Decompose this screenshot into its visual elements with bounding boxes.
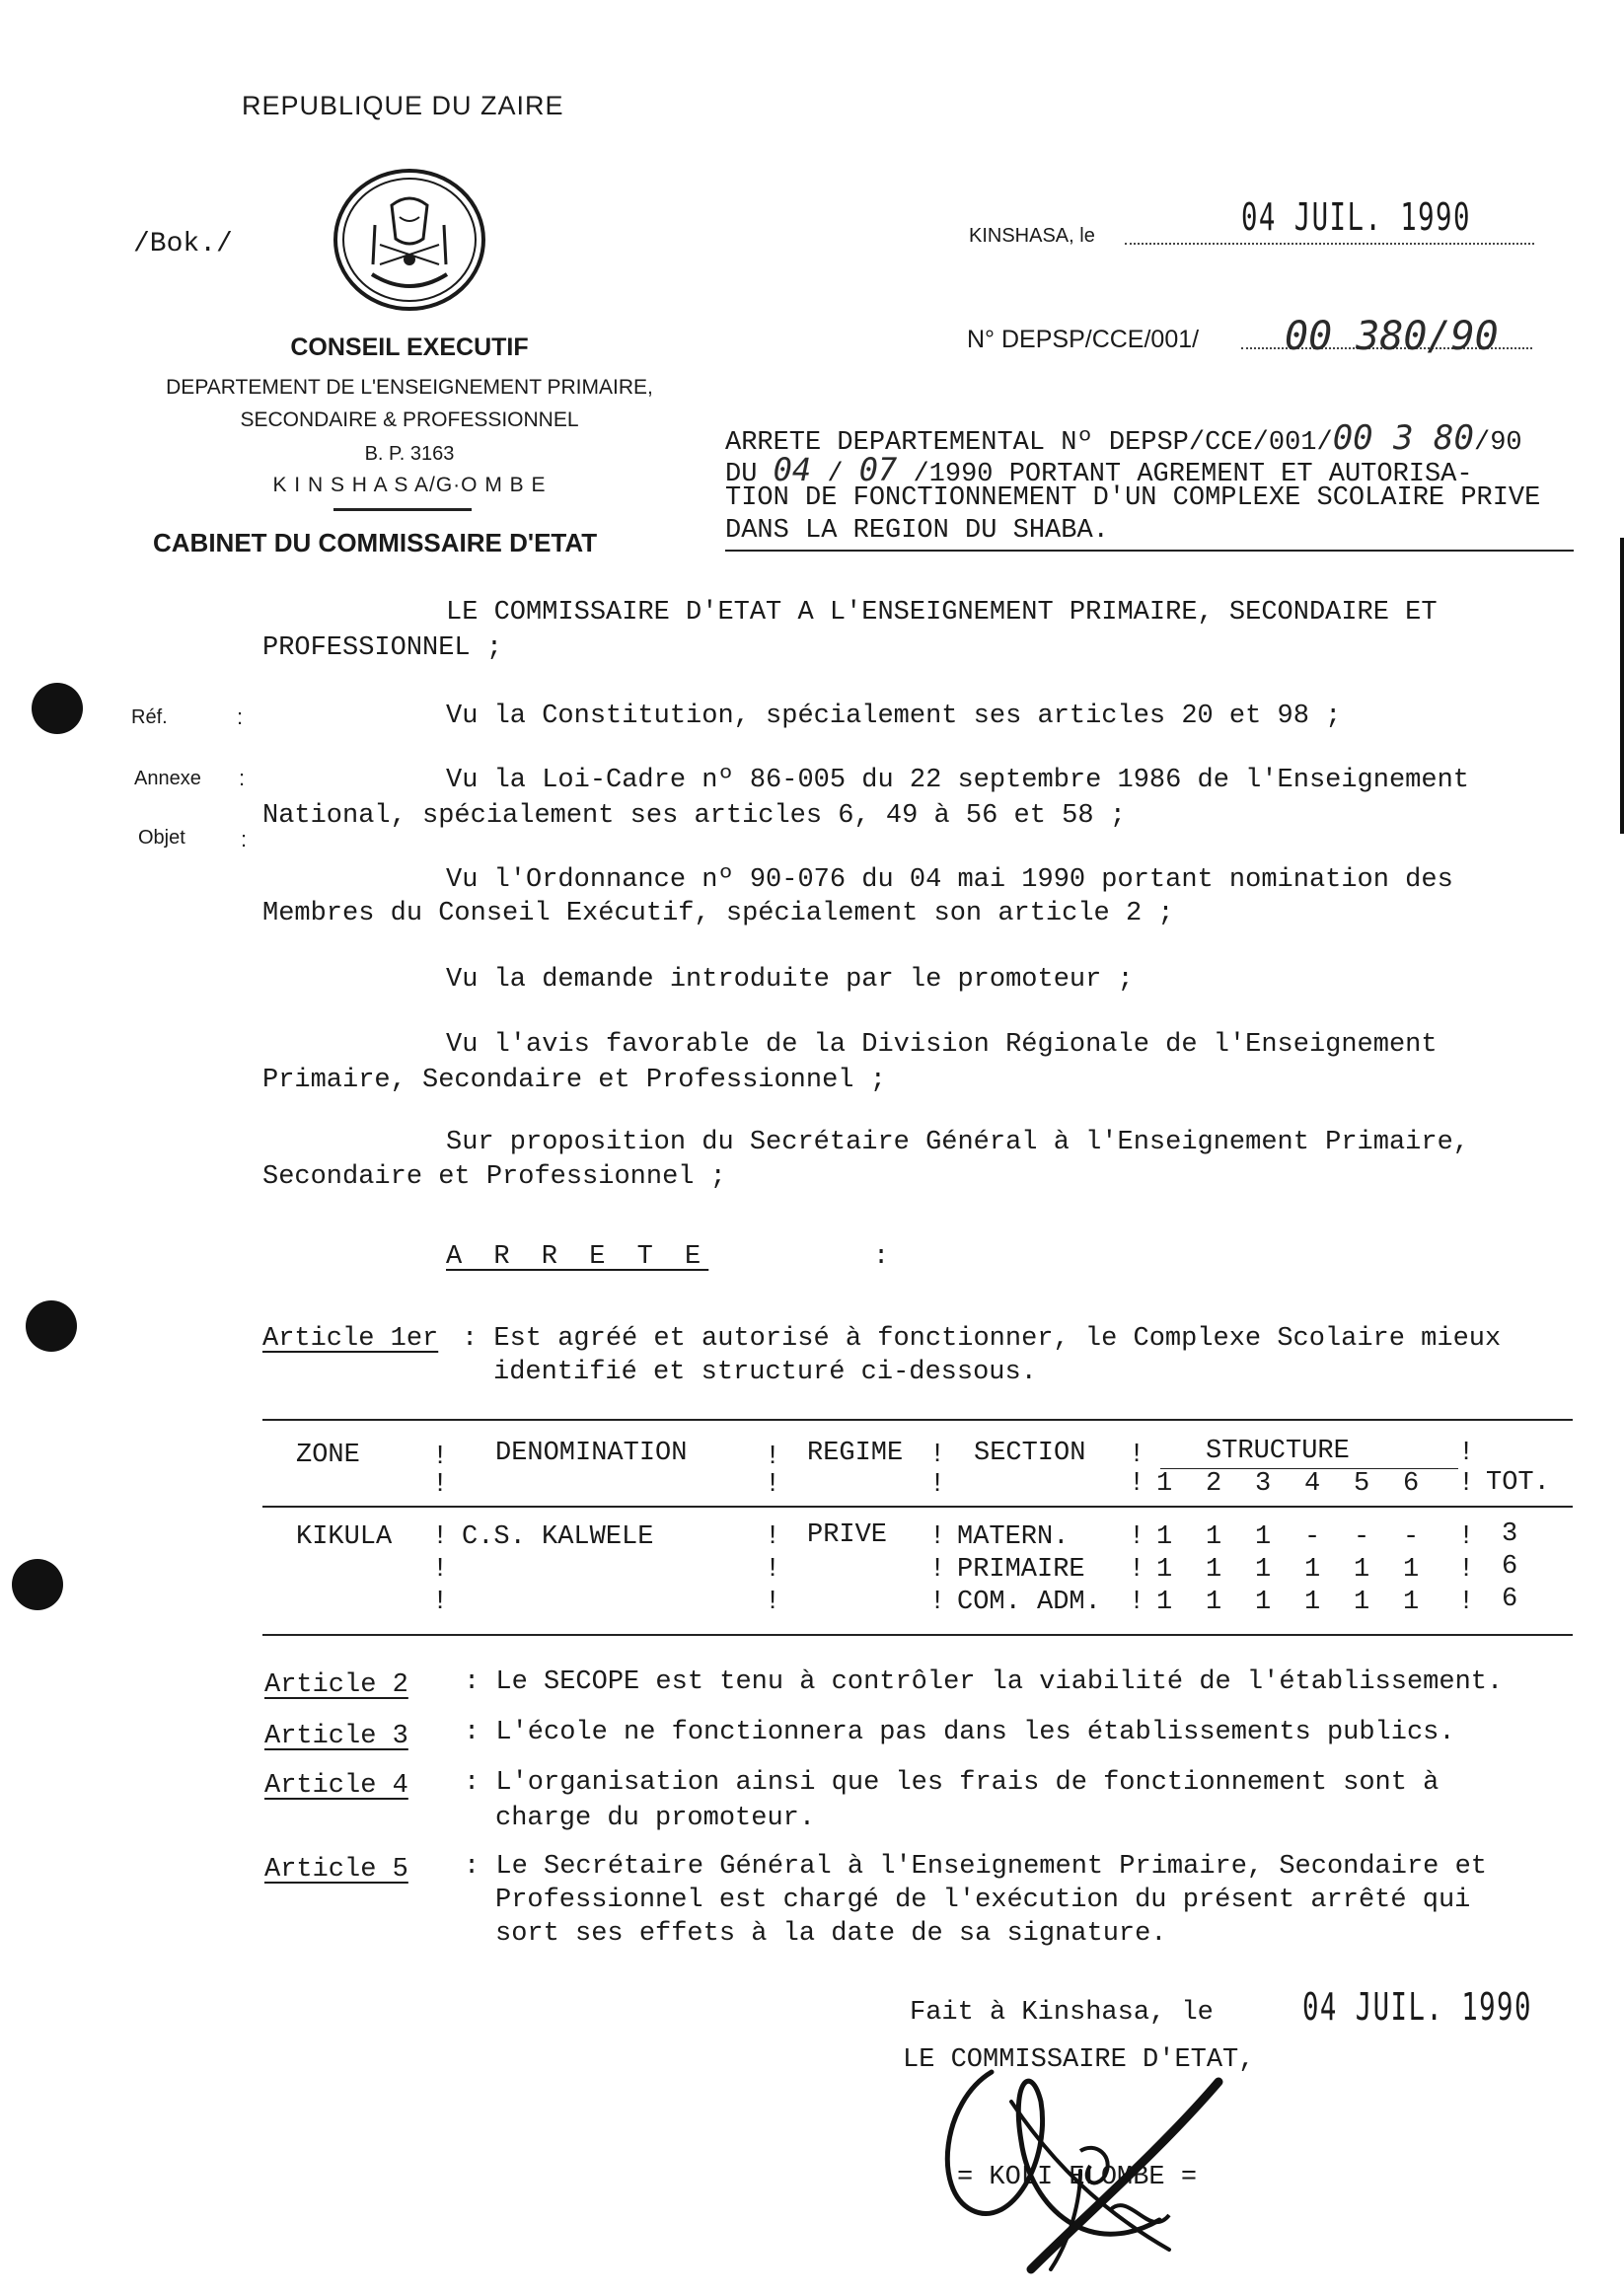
- header-section: SECTION: [974, 1439, 1086, 1468]
- intro-line2: PROFESSIONNEL ;: [262, 633, 503, 663]
- handwritten-number: 00 380/90: [1285, 314, 1499, 359]
- scan-edge-mark: [1620, 538, 1624, 834]
- vu-ordonnance-line2: Membres du Conseil Exécutif, spécialement son article 2 ;: [262, 899, 1174, 928]
- column-separator: !: [929, 1441, 946, 1470]
- level-value: 1: [1206, 1522, 1222, 1552]
- column-separator: !: [929, 1588, 946, 1617]
- title-line2: DU 04 / 07 /1990 PORTANT AGREMENT ET AUTORISA-: [725, 451, 1473, 489]
- level-value: -: [1354, 1522, 1370, 1552]
- header-structure: STRUCTURE: [1206, 1437, 1350, 1466]
- column-separator: !: [929, 1555, 946, 1585]
- row-denomination: C.S. KALWELE: [462, 1522, 654, 1552]
- punch-hole: [32, 683, 83, 734]
- punch-hole: [26, 1300, 77, 1352]
- fait-a-label: Fait à Kinshasa, le: [910, 1998, 1214, 2028]
- level-value: 1: [1304, 1555, 1321, 1585]
- header-level: 4: [1304, 1469, 1321, 1499]
- column-separator: !: [1458, 1469, 1475, 1499]
- level-value: -: [1304, 1522, 1321, 1552]
- republic-title: REPUBLIQUE DU ZAIRE: [242, 91, 564, 120]
- level-value: 1: [1206, 1555, 1222, 1585]
- header-tot: TOT.: [1486, 1468, 1550, 1498]
- article3-text: : L'école ne fonctionnera pas dans les établissements publics.: [464, 1718, 1455, 1747]
- department-line1: DEPARTEMENT DE L'ENSEIGNEMENT PRIMAIRE,: [166, 376, 653, 399]
- article3-label: Article 3: [264, 1722, 408, 1751]
- article1-line2: identifié et structuré ci-dessous.: [493, 1358, 1037, 1387]
- signatory-title: LE COMMISSAIRE D'ETAT,: [903, 2045, 1255, 2075]
- vu-avis-line2: Primaire, Secondaire et Professionnel ;: [262, 1066, 886, 1095]
- article2-text: : Le SECOPE est tenu à contrôler la viabilité de l'établissement.: [464, 1667, 1504, 1697]
- margin-colon: :: [239, 766, 246, 790]
- article4-text-line1: : L'organisation ainsi que les frais de fonctionnement sont à: [464, 1768, 1439, 1798]
- article5-text-line3: sort ses effets à la date de sa signature.: [495, 1919, 1167, 1949]
- article5-text-line2: Professionnel est chargé de l'exécution du présent arrêté qui: [495, 1886, 1471, 1915]
- vu-constitution: Vu la Constitution, spécialement ses articles 20 et 98 ;: [446, 702, 1342, 731]
- column-separator: !: [1129, 1441, 1145, 1470]
- column-separator: !: [765, 1555, 781, 1585]
- arrete-heading: A R R E T E: [446, 1242, 709, 1272]
- row-zone: KIKULA: [296, 1522, 393, 1552]
- column-separator: !: [929, 1522, 946, 1552]
- column-separator: !: [1129, 1522, 1145, 1552]
- city-line: K I N S H A S A/G·O M B E: [272, 474, 547, 496]
- sur-proposition-line2: Secondaire et Professionnel ;: [262, 1162, 726, 1192]
- title-line4: DANS LA REGION DU SHABA.: [725, 516, 1109, 546]
- column-separator: !: [1129, 1588, 1145, 1617]
- section-name: PRIMAIRE: [957, 1555, 1085, 1585]
- header-level: 1: [1156, 1469, 1173, 1499]
- header-zone: ZONE: [296, 1441, 360, 1470]
- article5-label: Article 5: [264, 1855, 408, 1885]
- column-separator: !: [765, 1522, 781, 1552]
- article4-label: Article 4: [264, 1771, 408, 1801]
- column-separator: !: [1129, 1555, 1145, 1585]
- vu-loi-cadre-line2: National, spécialement ses articles 6, 49 à 56 et 58 ;: [262, 801, 1126, 831]
- intro-line1: LE COMMISSAIRE D'ETAT A L'ENSEIGNEMENT PRIMAIRE, SECONDAIRE ET: [446, 598, 1438, 628]
- column-separator: !: [432, 1443, 449, 1472]
- level-value: 1: [1156, 1555, 1173, 1585]
- header-level: 2: [1206, 1469, 1222, 1499]
- level-value: -: [1403, 1522, 1420, 1552]
- level-value: 1: [1255, 1522, 1272, 1552]
- column-separator: !: [1129, 1469, 1145, 1499]
- column-separator: !: [1458, 1588, 1475, 1617]
- section-name: MATERN.: [957, 1522, 1070, 1552]
- table-header-rule: [262, 1506, 1573, 1508]
- conseil-title: CONSEIL EXECUTIF: [290, 333, 529, 361]
- header-level: 5: [1354, 1469, 1370, 1499]
- column-separator: !: [929, 1470, 946, 1500]
- column-separator: !: [765, 1443, 781, 1472]
- level-value: 1: [1304, 1588, 1321, 1617]
- row-regime: PRIVE: [807, 1520, 888, 1550]
- article5-text-line1: : Le Secrétaire Général à l'Enseignement Primaire, Secondaire et: [464, 1852, 1487, 1882]
- column-separator: !: [432, 1588, 449, 1617]
- margin-colon: :: [241, 827, 248, 851]
- section-total: 3: [1502, 1519, 1518, 1549]
- level-value: 1: [1156, 1522, 1173, 1552]
- margin-annexe-label: Annexe: [134, 768, 201, 789]
- level-value: 1: [1354, 1555, 1370, 1585]
- cabinet-title: CABINET DU COMMISSAIRE D'ETAT: [153, 528, 598, 557]
- column-separator: !: [765, 1588, 781, 1617]
- level-value: 1: [1403, 1555, 1420, 1585]
- date-stamp: 04 JUIL. 1990: [1241, 195, 1471, 239]
- title-underline: [725, 550, 1574, 552]
- column-separator: !: [1458, 1555, 1475, 1585]
- coat-of-arms-seal-icon: [331, 166, 488, 314]
- vu-loi-cadre-line1: Vu la Loi-Cadre nº 86-005 du 22 septembre 1986 de l'Enseignement: [446, 766, 1469, 795]
- title-line1: ARRETE DEPARTEMENTAL Nº DEPSP/CCE/001/00 3 80/90: [725, 418, 1522, 458]
- article1-line1: : Est agréé et autorisé à fonctionner, le Complexe Scolaire mieux: [462, 1324, 1502, 1354]
- vu-avis-line1: Vu l'avis favorable de la Division Régionale de l'Enseignement: [446, 1030, 1438, 1060]
- level-value: 1: [1255, 1555, 1272, 1585]
- signature-date-stamp: 04 JUIL. 1990: [1302, 1985, 1532, 2029]
- column-separator: !: [432, 1555, 449, 1585]
- header-denomination: DENOMINATION: [495, 1439, 688, 1468]
- level-value: 1: [1156, 1588, 1173, 1617]
- level-value: 1: [1206, 1588, 1222, 1617]
- margin-objet-label: Objet: [138, 827, 185, 849]
- place-label: KINSHASA, le: [969, 225, 1095, 247]
- vu-demande: Vu la demande introduite par le promoteur ;: [446, 965, 1134, 995]
- signatory-name: = KOLI ELOMBE =: [957, 2163, 1198, 2192]
- margin-colon: :: [237, 704, 244, 729]
- article4-text-line2: charge du promoteur.: [495, 1804, 816, 1833]
- date-dotted-line: [1125, 243, 1534, 245]
- punch-hole: [12, 1559, 63, 1610]
- table-bottom-rule: [262, 1634, 1573, 1636]
- handwritten-signature-icon: [932, 2042, 1268, 2289]
- postal-box: B. P. 3163: [364, 443, 455, 465]
- level-value: 1: [1354, 1588, 1370, 1617]
- reference-initials: /Bok./: [133, 229, 233, 259]
- column-separator: !: [432, 1470, 449, 1500]
- column-separator: !: [765, 1470, 781, 1500]
- column-separator: !: [432, 1522, 449, 1552]
- level-value: 1: [1255, 1588, 1272, 1617]
- sur-proposition-line1: Sur proposition du Secrétaire Général à l'Enseignement Primaire,: [446, 1128, 1469, 1157]
- column-separator: !: [1458, 1439, 1475, 1468]
- title-line3: TION DE FONCTIONNEMENT D'UN COMPLEXE SCOLAIRE PRIVE: [725, 483, 1541, 513]
- column-separator: !: [1458, 1522, 1475, 1552]
- section-total: 6: [1502, 1552, 1518, 1582]
- vu-ordonnance-line1: Vu l'Ordonnance nº 90-076 du 04 mai 1990 portant nomination des: [446, 865, 1453, 895]
- section-total: 6: [1502, 1585, 1518, 1614]
- arrete-colon: :: [873, 1242, 890, 1272]
- divider: [333, 508, 472, 511]
- header-regime: REGIME: [807, 1439, 904, 1468]
- section-name: COM. ADM.: [957, 1588, 1101, 1617]
- number-label: N° DEPSP/CCE/001/: [967, 326, 1200, 353]
- header-level: 3: [1255, 1469, 1272, 1499]
- article2-label: Article 2: [264, 1670, 408, 1700]
- level-value: 1: [1403, 1588, 1420, 1617]
- department-line2: SECONDAIRE & PROFESSIONNEL: [240, 408, 579, 431]
- margin-ref-label: Réf.: [131, 706, 168, 728]
- header-level: 6: [1403, 1469, 1420, 1499]
- article1-label: Article 1er: [262, 1324, 439, 1354]
- table-top-rule: [262, 1419, 1573, 1421]
